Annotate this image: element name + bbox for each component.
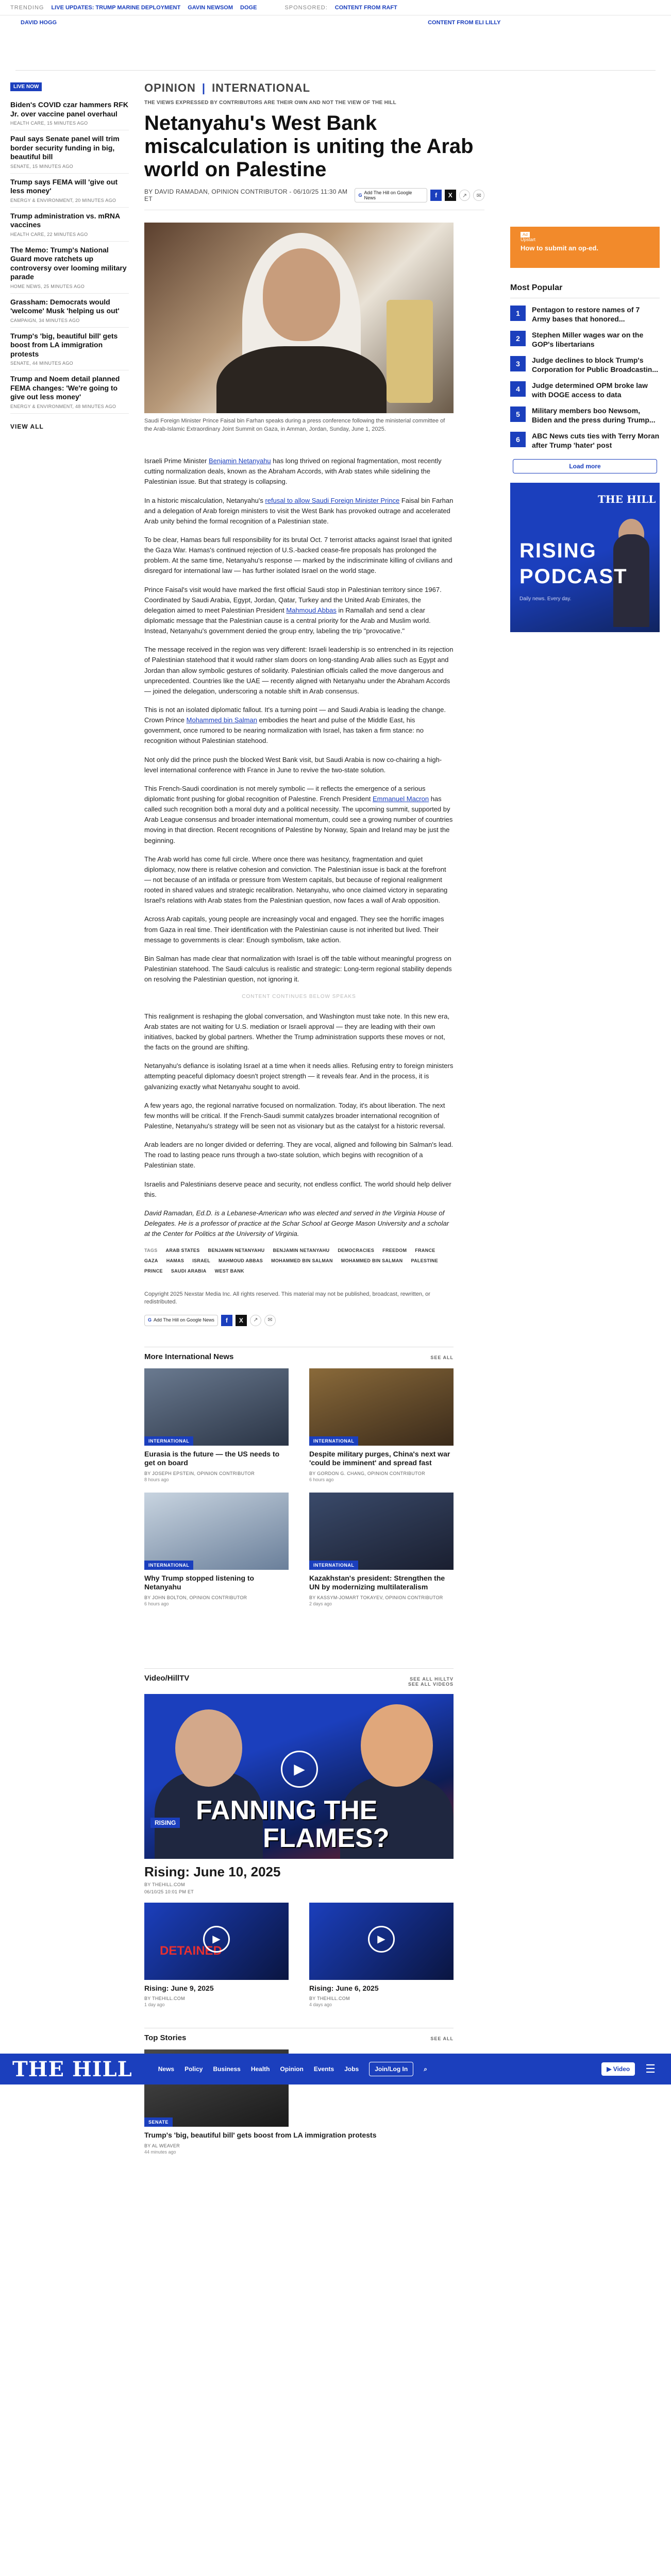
trending-link[interactable]: DOGE <box>240 4 257 11</box>
share-buttons <box>355 188 484 202</box>
paragraph: Bin Salman has made clear that normalization with Israel is off the table without meaningful progress on Palestinian statehood. The Saudi calculus is realistic and strategic: Long-term regional stability depends on resolving the Palestinian question, not ignoring it. <box>144 954 452 984</box>
trending-label: TRENDING <box>10 4 44 11</box>
nav-business[interactable]: Business <box>213 2065 241 2073</box>
paragraph: Not only did the prince push the blocked West Bank visit, but Saudi Arabia is now co-chairing a high-level international conference with France in June to revive the two-state solution. <box>144 755 442 774</box>
video-date: 06/10/25 10:01 PM ET <box>144 1889 194 1894</box>
sponsored-link[interactable]: CONTENT FROM RAFT <box>334 4 397 11</box>
card-image: INTERNATIONAL <box>144 1493 289 1570</box>
page-title: Netanyahu's West Bank miscalculation is uniting the Arab world on Palestine <box>144 112 474 181</box>
trending-subrow <box>21 15 500 30</box>
list-item[interactable]: Trump says FEMA will 'give out less money' ENERGY & ENVIRONMENT, 20 MINUTES AGO <box>10 174 129 208</box>
card-image: INTERNATIONAL <box>309 1493 454 1570</box>
popular-item[interactable]: 2 Stephen Miller wages war on the GOP's libertarians <box>510 331 660 349</box>
paragraph: Israelis and Palestinians deserve peace and security, not endless conflict. The world should help deliver this. <box>144 1180 451 1198</box>
email-icon[interactable]: ✉ <box>264 1315 276 1326</box>
video-title[interactable]: Rising: June 10, 2025 <box>144 1863 281 1879</box>
see-all-link[interactable]: SEE ALL <box>430 2036 454 2042</box>
inline-link[interactable]: refusal to allow Saudi Foreign Minister Prince <box>265 496 400 504</box>
video-overlay-text: FLAMES? <box>263 1823 390 1853</box>
content-continues: CONTENT CONTINUES BELOW SPEAKS <box>242 994 356 1000</box>
paragraph: In a historic miscalculation, Netanyahu's refusal to allow Saudi Foreign Minister Prince Faisal bin Farhan and a delegation of Arab foreign ministers to visit the West Bank has provoked outrage and accelerated Arab unity behind the formal recognition of a Palestinian state. <box>144 496 454 525</box>
list-item[interactable]: Trump administration vs. mRNA vaccines HEALTH CARE, 22 MINUTES AGO <box>10 208 129 242</box>
see-all-hilltv-link[interactable]: SEE ALL HILLTV <box>410 1676 454 1682</box>
inline-link[interactable]: Benjamin Netanyahu <box>208 457 271 465</box>
article-column <box>144 81 484 2155</box>
list-item[interactable]: Grassham: Democrats would 'welcome' Musk 'helping us out' CAMPAIGN, 34 MINUTES AGO <box>10 294 129 328</box>
right-rail <box>510 227 660 632</box>
popular-item[interactable]: 4 Judge determined OPM broke law with DOGE access to data <box>510 381 660 399</box>
card-grid <box>144 1368 454 1606</box>
inline-link[interactable]: Mahmoud Abbas <box>286 606 337 614</box>
top-stories-section <box>144 2028 454 2155</box>
ad-title: How to submit an op-ed. <box>521 244 598 252</box>
tag[interactable]: FRANCE <box>415 1248 435 1253</box>
sponsored-link[interactable]: CONTENT FROM ELI LILLY <box>428 20 501 26</box>
news-card[interactable]: INTERNATIONAL Why Trump stopped listening to Netanyahu BY JOHN BOLTON, OPINION CONTRIBUTOR 6 hours ago <box>144 1493 289 1606</box>
play-icon[interactable]: ▶ <box>368 1926 395 1953</box>
paragraph: The message received in the region was very different: Israeli leadership is so entrenched in its rejection of Palestinian statehood that it would rather slam doors on long-standing Arab allies such as Egypt and Jordan than allow symbolic gestures of solidarity. Palestinian officials called the move dangerous and unprecedented. Countries like the UAE — recently aligned with Netanyahu under the Abraham Accords — joined the delegation, underscoring a notable shift in Arab consensus. <box>144 646 454 695</box>
tag[interactable]: MOHAMMED BIN SALMAN <box>341 1258 403 1264</box>
tag[interactable]: HAMAS <box>166 1258 184 1264</box>
nav-opinion[interactable]: Opinion <box>280 2065 304 2073</box>
photo-shape <box>263 248 340 341</box>
tag[interactable]: GAZA <box>144 1258 158 1264</box>
latest-news-rail <box>10 81 129 430</box>
nav-jobs[interactable]: Jobs <box>344 2065 359 2073</box>
breadcrumb-separator: | <box>202 81 206 94</box>
tag[interactable]: MOHAMMED BIN SALMAN <box>271 1258 333 1264</box>
advertisement[interactable] <box>510 227 660 268</box>
nav-news[interactable]: News <box>158 2065 175 2073</box>
popular-item[interactable]: 1 Pentagon to restore names of 7 Army bases that honored... <box>510 306 660 324</box>
list-item[interactable]: Trump and Noem detail planned FEMA changes: 'We're going to give out less money' ENERGY & ENVIRONMENT, 48 MINUTES AGO <box>10 370 129 414</box>
share-icon[interactable]: ↗ <box>459 190 471 201</box>
tag[interactable]: FREEDOM <box>382 1248 407 1253</box>
popular-item[interactable]: 3 Judge declines to block Trump's Corporation for Public Broadcastin... <box>510 356 660 374</box>
share-icon[interactable]: ↗ <box>250 1315 261 1326</box>
list-item[interactable]: Biden's COVID czar hammers RFK Jr. over vaccine panel overhaul HEALTH CARE, 15 MINUTES AGO <box>10 96 129 130</box>
menu-icon[interactable]: ☰ <box>645 2062 656 2075</box>
site-header <box>0 2054 671 2084</box>
email-icon[interactable]: ✉ <box>473 190 484 201</box>
ad-label: Ad <box>521 232 530 238</box>
rank-badge: 5 <box>510 406 526 422</box>
byline-row <box>144 181 484 210</box>
section-header: More International News SEE ALL <box>144 1347 454 1361</box>
tag-list <box>144 1247 454 1275</box>
video-player[interactable] <box>144 1694 454 1859</box>
video-grid <box>144 1903 454 2008</box>
google-news-button[interactable]: G Add The Hill on Google News <box>144 1315 218 1326</box>
video-section <box>144 1668 454 2008</box>
tag[interactable]: DEMOCRACIES <box>338 1248 375 1253</box>
tag[interactable]: MAHMOUD ABBAS <box>219 1258 263 1264</box>
podcast-ad[interactable] <box>510 483 660 632</box>
paragraph: Arab leaders are no longer divided or deferring. They are vocal, aligned and following bin Salman's lead. The road to lasting peace runs through a two-state solution, which begins with recognition of a Palestinian state. <box>144 1141 454 1170</box>
see-all-link[interactable]: SEE ALL <box>430 1354 454 1360</box>
facebook-icon[interactable]: f <box>221 1315 232 1326</box>
search-icon[interactable]: ⌕ <box>424 2065 427 2073</box>
view-all-link[interactable]: VIEW ALL <box>10 422 44 430</box>
list-item[interactable]: Trump's 'big, beautiful bill' gets boost from LA immigration protests SENATE, 44 MINUTES AGO <box>10 328 129 371</box>
podcast-logo: THE HILL <box>598 493 656 505</box>
author-bio: David Ramadan, Ed.D. is a Lebanese-American who was elected and served in the Virginia House of Delegates. He is a professor of practice at the Schar School at George Mason University and a scholar at the Center for Politics at the University of Virginia. <box>144 1209 449 1238</box>
article-body <box>144 456 454 1326</box>
trending-link[interactable]: GAVIN NEWSOM <box>188 4 233 11</box>
paragraph: To be clear, Hamas bears full responsibility for its brutal Oct. 7 terrorist attacks against Israel that ignited the Gaza War. Hamas's continued rejection of U.S.-backed cease-fire proposals has prolonged the problem. At the same time, Netanyahu's response — marked by the indiscriminate killing of civilians and disregard for international law — has further isolated Israel on the world stage. <box>144 536 452 575</box>
podcast-tagline: Daily news. Every day. <box>519 596 572 602</box>
photo-shape <box>361 1704 433 1787</box>
paragraph: This is not an isolated diplomatic fallout. It's a turning point — and Saudi Arabia is leading the change. Crown Prince Mohammed bin Salman embodies the heart and pulse of the Middle East, his government, once rumored to be nearing normalization with Israel, has taken a firm stance: no recognition without Palestinian statehood. <box>144 705 446 745</box>
divider <box>15 70 656 71</box>
list-item[interactable]: The Memo: Trump's National Guard move ratchets up controversy over looming military parade HOME NEWS, 25 MINUTES AGO <box>10 242 129 294</box>
video-byline: BY THEHILL.COM <box>144 1882 185 1887</box>
tag[interactable]: PALESTINE <box>411 1258 439 1264</box>
most-popular-title: Most Popular <box>510 283 660 298</box>
paragraph: Israeli Prime Minister Benjamin Netanyahu has long thrived on regional fragmentation, most recently cutting normalization deals, known as the Abraham Accords, with Arab states while sidelining the Palestinian issue. But that strategy is collapsing. <box>144 457 442 486</box>
disclaimer: THE VIEWS EXPRESSED BY CONTRIBUTORS ARE THEIR OWN AND NOT THE VIEW OF THE HILL <box>144 100 396 106</box>
sponsored-label: SPONSORED: <box>284 4 328 11</box>
more-international-section <box>144 1347 454 1606</box>
rank-badge: 3 <box>510 356 526 371</box>
tags-label: TAGS <box>144 1248 158 1253</box>
see-all-videos-link[interactable]: SEE ALL VIDEOS <box>408 1681 454 1687</box>
play-icon[interactable]: ▶ <box>203 1926 230 1953</box>
popular-item[interactable]: 5 Military members boo Newsom, Biden and the press during Trump... <box>510 406 660 425</box>
podcast-title: PODCAST <box>519 565 628 588</box>
news-card[interactable]: SENATE Trump's 'big, beautiful bill' gets boost from LA immigration protests BY AL WEAVER 44 minutes ago <box>144 2049 454 2155</box>
video-thumbnail <box>309 1903 454 1980</box>
hero-image <box>144 223 454 413</box>
paragraph: The Arab world has come full circle. Where once there was hesitancy, fragmentation and quiet diplomacy, now there is relative cohesion and conviction. The Palestinian issue is back at the forefront — not because of an intifada or pressure from Western capitals, but because of regional realignment rooted in shared values and strategic recalibration. Netanyahu, who once claimed victory in separating Israel's relations with Arab states from the Palestinian question, now faces a wall of Arab opposition. <box>144 855 448 905</box>
breadcrumb-opinion[interactable]: OPINION <box>144 81 196 94</box>
list-item[interactable]: Paul says Senate panel will trim border security funding in big, beautiful bill SENATE, 15 MINUTES AGO <box>10 130 129 174</box>
play-icon[interactable]: ▶ <box>281 1751 318 1788</box>
video-overlay-text: FANNING THE <box>196 1795 378 1825</box>
tag[interactable]: ISRAEL <box>192 1258 211 1264</box>
video-card[interactable]: ▶ Rising: June 6, 2025 BY THEHILL.COM 4 days ago <box>309 1903 454 2008</box>
x-icon[interactable]: X <box>445 190 456 201</box>
trending-bar <box>0 0 671 15</box>
google-icon: G <box>148 1317 152 1323</box>
image-caption: Saudi Foreign Minister Prince Faisal bin Farhan speaks during a press conference following the ministerial committee of the Arab-Islamic Extraordinary Joint Summit on Gaza, in Amman, Jordan, Sunday, June 1, 2025. <box>144 418 445 432</box>
podcast-title: RISING <box>519 539 597 562</box>
copyright: Copyright 2025 Nexstar Media Inc. All rights reserved. This material may not be published, broadcast, rewritten, or redistributed. <box>144 1291 430 1306</box>
share-buttons-bottom <box>144 1315 454 1326</box>
paragraph: This realignment is reshaping the global conversation, and Washington must take note. In this new era, Arab states are not waiting for U.S. mediation or Israeli approval — they are leading with their own initiatives, backed by global partners. Whether the Trump administration supports these moves or not, the facts on the ground are shifting. <box>144 1012 450 1052</box>
section-header: Top Stories SEE ALL <box>144 2028 454 2042</box>
card-image: INTERNATIONAL <box>309 1368 454 1446</box>
inline-link[interactable]: Emmanuel Macron <box>372 794 429 803</box>
photo-shape <box>175 1709 242 1787</box>
breadcrumb-international[interactable]: INTERNATIONAL <box>212 81 311 94</box>
news-card[interactable]: INTERNATIONAL Despite military purges, China's next war 'could be imminent' and spread fast BY GORDON G. CHANG, OPINION CONTRIBUTOR 6 hours ago <box>309 1368 454 1482</box>
nav-health[interactable]: Health <box>250 2065 270 2073</box>
photo-shape <box>216 346 387 413</box>
inline-link[interactable]: Mohammed bin Salman <box>186 716 257 724</box>
trending-link[interactable]: LIVE UPDATES: TRUMP MARINE DEPLOYMENT <box>51 4 181 11</box>
section-header: Video/HillTV SEE ALL HILLTV SEE ALL VIDEOS <box>144 1668 454 1687</box>
tag[interactable]: BENJAMIN NETANYAHU <box>208 1248 265 1253</box>
tag[interactable]: BENJAMIN NETANYAHU <box>273 1248 330 1253</box>
breadcrumb <box>144 81 484 95</box>
ad-brand: Upstart <box>521 237 536 242</box>
rank-badge: 1 <box>510 306 526 321</box>
tag[interactable]: PRINCE <box>144 1268 163 1274</box>
rising-badge: RISING <box>150 1818 180 1828</box>
video-thumbnail: DETAINED ▶ <box>144 1903 289 1980</box>
tag[interactable]: SAUDI ARABIA <box>171 1268 207 1274</box>
paragraph: Netanyahu's defiance is isolating Israel at a time when it needs allies. Refusing entry to foreign ministers attempting peaceful diplomacy doesn't project strength — it reveals fear. And in the process, it is galvanizing exactly what Netanyahu sought to avoid. <box>144 1062 454 1091</box>
x-icon[interactable]: X <box>236 1315 247 1326</box>
tag[interactable]: ARAB STATES <box>165 1248 200 1253</box>
live-badge: LIVE NOW <box>10 82 42 91</box>
login-button[interactable]: Join/Log In <box>369 2062 413 2076</box>
facebook-icon[interactable]: f <box>430 190 442 201</box>
nav-policy[interactable]: Policy <box>184 2065 203 2073</box>
nav-events[interactable]: Events <box>313 2065 334 2073</box>
paragraph: A few years ago, the regional narrative focused on normalization. Today, it's about liberation. The next few months will be critical. If the French-Saudi summit catalyzes broader international recognition of Palestine, Netanyahu's strategy will be seen not as visionary but as the catalyst for a historic reversal. <box>144 1101 446 1130</box>
google-icon: G <box>358 193 362 198</box>
rank-badge: 6 <box>510 432 526 447</box>
trending-bar-secondary <box>0 15 671 72</box>
paragraph: Across Arab capitals, young people are increasingly vocal and engaged. They see the horrific images from Gaza in real time. Their identification with the Palestinian cause is not inherited but lived. Their message to governments is clear: Enough symbolism, take action. <box>144 915 444 944</box>
card-image: INTERNATIONAL <box>144 1368 289 1446</box>
rank-badge: 2 <box>510 331 526 346</box>
video-card[interactable]: DETAINED ▶ Rising: June 9, 2025 BY THEHILL.COM 1 day ago <box>144 1903 289 2008</box>
paragraph: Prince Faisal's visit would have marked the first official Saudi stop in Palestinian territory since 1967. Coordinated by Saudi Arabia, Egypt, Jordan, Qatar, Turkey and the United Arab Emirates, the delegation aimed to meet Palestinian President Mahmoud Abbas in Ramallah and send a clear diplomatic message that the Palestinian cause is a central priority for the Arab and Muslim world. Instead, Netanyahu's government denied the group entry, labeling the trip "provocative." <box>144 585 442 635</box>
load-more-button[interactable]: Load more <box>513 459 657 473</box>
site-logo[interactable]: THE HILL <box>12 2057 132 2081</box>
card-image: SENATE <box>144 2049 289 2127</box>
byline: BY DAVID RAMADAN, OPINION CONTRIBUTOR - 06/10/25 11:30 AM ET <box>144 188 348 203</box>
google-news-button[interactable]: G Add The Hill on Google News <box>355 188 427 202</box>
video-button[interactable]: ▶ Video <box>601 2062 635 2076</box>
news-card[interactable]: INTERNATIONAL Eurasia is the future — the US needs to get on board BY JOSEPH EPSTEIN, OPINION CONTRIBUTOR 8 hours ago <box>144 1368 289 1482</box>
tag[interactable]: WEST BANK <box>214 1268 244 1274</box>
news-card[interactable]: INTERNATIONAL Kazakhstan's president: Strengthen the UN by modernizing multilateralism BY KASSYM-JOMART TOKAYEV, OPINION CONTRIBUTOR 2 days ago <box>309 1493 454 1606</box>
rank-badge: 4 <box>510 381 526 397</box>
popular-item[interactable]: 6 ABC News cuts ties with Terry Moran after Trump 'hater' post <box>510 432 660 450</box>
photo-shape <box>387 300 433 403</box>
trending-link[interactable]: DAVID HOGG <box>21 20 57 26</box>
paragraph: This French-Saudi coordination is not merely symbolic — it reflects the emergence of a serious diplomatic front pushing for global recognition of Palestine. French President Emmanuel Macron has called such recognition both a moral duty and a political necessity. The upcoming summit, supported by Arab League consensus and broader international momentum, could see a growing number of countries moving in that direction. Recent recognitions of Palestine by Norway, Spain and Ireland may be just the beginning. <box>144 784 453 844</box>
